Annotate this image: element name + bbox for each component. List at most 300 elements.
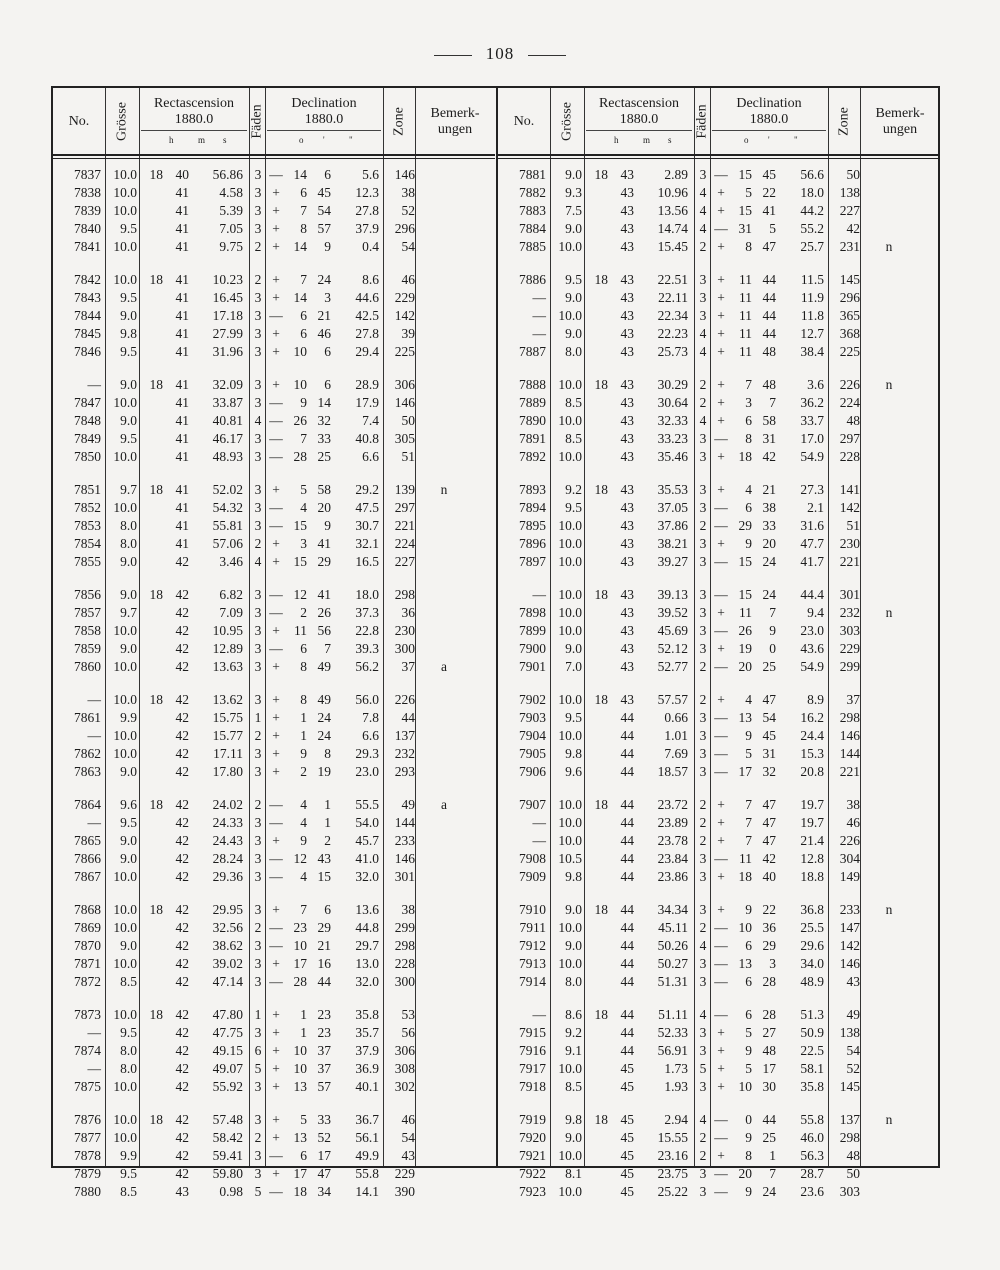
table-row [498, 394, 940, 412]
cell-ra-seconds: 4.58 [219, 185, 243, 200]
cell-decl-seconds: 35.8 [800, 1079, 824, 1094]
cell-decl-minutes: 24 [317, 710, 331, 725]
cell-decl-minutes: 21 [762, 482, 776, 497]
cell-ra-minutes: 44 [620, 902, 634, 917]
cell-ra-minutes: 44 [620, 851, 634, 866]
cell-zone: 301 [394, 869, 415, 884]
cell-threads: 3 [254, 851, 262, 866]
cell-magnitude: 9.2 [565, 482, 582, 497]
cell-ra-seconds: 2.94 [664, 1112, 688, 1127]
cell-magnitude: 9.0 [120, 851, 137, 866]
cell-ra-minutes: 41 [175, 449, 189, 464]
cell-threads: 3 [699, 746, 707, 761]
cell-threads: 3 [254, 395, 262, 410]
cell-decl-sign: + [717, 482, 725, 497]
cell-magnitude: 10.0 [558, 449, 582, 464]
cell-decl-degrees: 4 [300, 500, 307, 515]
cell-magnitude: 9.7 [120, 482, 137, 497]
cell-ra-hours: 18 [594, 902, 608, 917]
cell-no: 7905 [519, 746, 546, 761]
cell-decl-seconds: 29.2 [355, 482, 379, 497]
cell-decl-sign: + [717, 692, 725, 707]
cell-decl-degrees: 8 [300, 659, 307, 674]
cell-decl-seconds: 54.9 [800, 659, 824, 674]
cell-threads: 3 [699, 902, 707, 917]
cell-threads: 3 [254, 1079, 262, 1094]
cell-decl-degrees: 10 [738, 920, 752, 935]
cell-threads: 3 [254, 1025, 262, 1040]
table-row [498, 220, 940, 238]
cell-decl-seconds: 55.5 [355, 797, 379, 812]
cell-decl-degrees: 9 [300, 746, 307, 761]
cell-magnitude: 10.0 [113, 272, 137, 287]
cell-threads: 4 [699, 413, 707, 428]
cell-ra-minutes: 45 [620, 1166, 634, 1181]
cell-ra-seconds: 47.75 [212, 1025, 243, 1040]
cell-ra-seconds: 37.86 [657, 518, 688, 533]
cell-threads: 3 [254, 1148, 262, 1163]
cell-decl-sign: + [272, 746, 280, 761]
cell-ra-minutes: 41 [175, 272, 189, 287]
cell-decl-seconds: 45.7 [355, 833, 379, 848]
cell-zone: 365 [839, 308, 860, 323]
cell-threads: 2 [254, 728, 262, 743]
cell-zone: 227 [394, 554, 415, 569]
table-row [498, 1078, 940, 1096]
cell-zone: 38 [401, 185, 415, 200]
table-row [498, 901, 940, 919]
header-groesse: Grösse [114, 102, 130, 141]
cell-threads: 3 [254, 692, 262, 707]
cell-decl-degrees: 8 [745, 1148, 752, 1163]
cell-decl-sign: + [272, 1166, 280, 1181]
cell-decl-minutes: 41 [762, 203, 776, 218]
cell-decl-seconds: 23.0 [355, 764, 379, 779]
cell-decl-sign: + [272, 377, 280, 392]
cell-threads: 2 [699, 659, 707, 674]
cell-threads: 3 [699, 167, 707, 182]
cell-ra-seconds: 10.95 [212, 623, 243, 638]
cell-no: 7862 [74, 746, 101, 761]
cell-magnitude: 9.0 [565, 221, 582, 236]
cell-decl-minutes: 31 [762, 431, 776, 446]
table-row [53, 640, 495, 658]
table-row [53, 937, 495, 955]
table-row [498, 763, 940, 781]
cell-decl-seconds: 21.4 [800, 833, 824, 848]
cell-zone: 54 [401, 239, 415, 254]
cell-decl-degrees: 13 [738, 710, 752, 725]
cell-magnitude: 10.0 [113, 500, 137, 515]
cell-no: 7914 [519, 974, 546, 989]
cell-ra-seconds: 38.62 [212, 938, 243, 953]
cell-no: 7850 [74, 449, 101, 464]
cell-magnitude: 10.0 [558, 536, 582, 551]
cell-threads: 2 [699, 692, 707, 707]
cell-zone: 37 [846, 692, 860, 707]
cell-ra-seconds: 24.02 [212, 797, 243, 812]
cell-magnitude: 10.0 [558, 956, 582, 971]
cell-decl-minutes: 32 [317, 413, 331, 428]
cell-decl-degrees: 6 [745, 974, 752, 989]
cell-magnitude: 10.0 [113, 956, 137, 971]
cell-decl-sign: — [714, 1184, 728, 1199]
cell-ra-seconds: 59.80 [212, 1166, 243, 1181]
header-decl-unit: ' [323, 135, 325, 145]
header-decl-unit: o [744, 135, 749, 145]
cell-ra-seconds: 1.93 [664, 1079, 688, 1094]
cell-magnitude: 9.0 [565, 290, 582, 305]
table-row [53, 184, 495, 202]
cell-ra-seconds: 17.11 [213, 746, 243, 761]
cell-decl-minutes: 25 [762, 1130, 776, 1145]
cell-decl-degrees: 13 [293, 1130, 307, 1145]
table-row [53, 1165, 495, 1183]
cell-ra-seconds: 23.84 [657, 851, 688, 866]
cell-zone: 56 [401, 1025, 415, 1040]
cell-ra-seconds: 7.09 [219, 605, 243, 620]
cell-decl-seconds: 41.7 [800, 554, 824, 569]
cell-threads: 4 [254, 413, 262, 428]
cell-zone: 225 [839, 344, 860, 359]
cell-ra-minutes: 41 [175, 377, 189, 392]
cell-zone: 232 [839, 605, 860, 620]
cell-ra-minutes: 43 [175, 1184, 189, 1199]
cell-decl-degrees: 1 [300, 1007, 307, 1022]
cell-magnitude: 9.8 [565, 1112, 582, 1127]
cell-decl-minutes: 24 [762, 1184, 776, 1199]
table-row [498, 1111, 940, 1129]
cell-magnitude: 10.0 [558, 554, 582, 569]
cell-ra-minutes: 41 [175, 308, 189, 323]
header-ra-subrule [586, 130, 692, 131]
cell-zone: 306 [394, 1043, 415, 1058]
cell-decl-minutes: 44 [762, 326, 776, 341]
cell-threads: 3 [254, 746, 262, 761]
cell-no: 7918 [519, 1079, 546, 1094]
cell-zone: 306 [394, 377, 415, 392]
cell-ra-minutes: 42 [175, 692, 189, 707]
cell-ra-minutes: 43 [620, 272, 634, 287]
cell-magnitude: 9.8 [120, 326, 137, 341]
table-row [498, 1006, 940, 1024]
cell-zone: 141 [839, 482, 860, 497]
cell-ra-minutes: 43 [620, 413, 634, 428]
cell-ra-seconds: 30.64 [657, 395, 688, 410]
cell-magnitude: 10.0 [113, 623, 137, 638]
cell-no: 7911 [519, 920, 546, 935]
table-row [53, 553, 495, 571]
cell-ra-seconds: 33.87 [212, 395, 243, 410]
cell-magnitude: 10.0 [113, 902, 137, 917]
cell-threads: 3 [254, 938, 262, 953]
table-row [53, 1042, 495, 1060]
cell-decl-sign: — [269, 1184, 283, 1199]
cell-ra-minutes: 42 [175, 710, 189, 725]
cell-ra-minutes: 44 [620, 920, 634, 935]
table-row [53, 973, 495, 991]
header-ra-title: Rectascension [153, 96, 235, 111]
table-row [53, 919, 495, 937]
cell-decl-degrees: 2 [300, 605, 307, 620]
cell-magnitude: 9.5 [120, 431, 137, 446]
cell-remark: n [885, 239, 893, 254]
cell-ra-minutes: 42 [175, 869, 189, 884]
cell-zone: 224 [839, 395, 860, 410]
header-faeden: Fäden [249, 104, 265, 139]
cell-threads: 3 [254, 902, 262, 917]
cell-no: 7882 [519, 185, 546, 200]
cell-zone: 308 [394, 1061, 415, 1076]
cell-decl-degrees: 18 [738, 449, 752, 464]
cell-ra-seconds: 14.74 [657, 221, 688, 236]
cell-decl-sign: — [714, 554, 728, 569]
cell-decl-seconds: 16.5 [355, 554, 379, 569]
cell-decl-seconds: 36.7 [355, 1112, 379, 1127]
cell-magnitude: 8.5 [120, 1184, 137, 1199]
cell-threads: 3 [254, 956, 262, 971]
cell-magnitude: 10.0 [113, 185, 137, 200]
cell-decl-degrees: 9 [745, 728, 752, 743]
cell-ra-minutes: 42 [175, 1025, 189, 1040]
cell-zone: 303 [839, 623, 860, 638]
cell-no: 7909 [519, 869, 546, 884]
cell-decl-minutes: 28 [762, 974, 776, 989]
cell-zone: 46 [401, 1112, 415, 1127]
cell-threads: 3 [699, 587, 707, 602]
cell-magnitude: 10.0 [113, 1079, 137, 1094]
cell-threads: 2 [699, 377, 707, 392]
cell-zone: 228 [839, 449, 860, 464]
cell-decl-degrees: 17 [738, 764, 752, 779]
cell-decl-degrees: 8 [300, 221, 307, 236]
cell-magnitude: 10.0 [558, 587, 582, 602]
cell-no: 7894 [519, 500, 546, 515]
cell-no: 7854 [74, 536, 101, 551]
cell-magnitude: 10.0 [558, 239, 582, 254]
cell-zone: 301 [839, 587, 860, 602]
header-decl-title: Declination [291, 96, 357, 111]
table-row [53, 430, 495, 448]
cell-no: 7853 [74, 518, 101, 533]
cell-decl-seconds: 18.0 [800, 185, 824, 200]
cell-decl-sign: + [272, 1043, 280, 1058]
cell-decl-seconds: 27.3 [800, 482, 824, 497]
cell-decl-sign: + [272, 1130, 280, 1145]
cell-ra-seconds: 57.48 [212, 1112, 243, 1127]
cell-decl-sign: + [272, 1061, 280, 1076]
cell-decl-seconds: 50.9 [800, 1025, 824, 1040]
table-row [53, 763, 495, 781]
cell-decl-sign: + [717, 239, 725, 254]
cell-threads: 3 [699, 500, 707, 515]
cell-ra-minutes: 43 [620, 692, 634, 707]
cell-decl-minutes: 57 [317, 1079, 331, 1094]
cell-decl-minutes: 37 [317, 1061, 331, 1076]
cell-decl-sign: — [714, 431, 728, 446]
cell-decl-degrees: 28 [293, 449, 307, 464]
cell-threads: 3 [699, 710, 707, 725]
table-row [498, 832, 940, 850]
cell-no: 7851 [74, 482, 101, 497]
cell-ra-minutes: 44 [620, 728, 634, 743]
cell-decl-degrees: 7 [300, 431, 307, 446]
cell-decl-degrees: 13 [293, 1079, 307, 1094]
header-rule [498, 154, 940, 156]
page-number-dash-left [434, 55, 472, 56]
table-row [53, 955, 495, 973]
cell-magnitude: 9.0 [565, 1130, 582, 1145]
cell-ra-hours: 18 [594, 1112, 608, 1127]
cell-decl-degrees: 9 [745, 902, 752, 917]
cell-zone: 53 [401, 1007, 415, 1022]
cell-decl-degrees: 7 [300, 203, 307, 218]
cell-decl-degrees: 0 [745, 1112, 752, 1127]
cell-no: — [87, 1061, 101, 1076]
cell-magnitude: 7.0 [565, 659, 582, 674]
cell-remark: n [885, 902, 893, 917]
table-row [498, 535, 940, 553]
cell-magnitude: 10.0 [558, 413, 582, 428]
table-row [498, 289, 940, 307]
cell-magnitude: 9.9 [120, 710, 137, 725]
cell-threads: 3 [254, 623, 262, 638]
cell-ra-minutes: 45 [620, 1061, 634, 1076]
cell-threads: 5 [254, 1061, 262, 1076]
cell-no: 7893 [519, 482, 546, 497]
cell-decl-sign: — [269, 167, 283, 182]
cell-magnitude: 10.0 [113, 728, 137, 743]
cell-no: — [532, 587, 546, 602]
table-row [498, 691, 940, 709]
cell-ra-seconds: 23.89 [657, 815, 688, 830]
cell-no: — [532, 833, 546, 848]
cell-decl-degrees: 19 [738, 641, 752, 656]
cell-remark: n [885, 1112, 893, 1127]
table-row [498, 658, 940, 676]
cell-decl-seconds: 54.9 [800, 449, 824, 464]
cell-decl-degrees: 11 [739, 326, 752, 341]
header-groesse: Grösse [559, 102, 575, 141]
cell-decl-seconds: 11.8 [800, 308, 824, 323]
cell-decl-degrees: 20 [738, 659, 752, 674]
cell-threads: 3 [699, 1184, 707, 1199]
cell-threads: 3 [699, 956, 707, 971]
cell-decl-seconds: 20.8 [800, 764, 824, 779]
cell-ra-minutes: 43 [620, 641, 634, 656]
cell-ra-minutes: 43 [620, 344, 634, 359]
cell-decl-degrees: 10 [293, 377, 307, 392]
cell-decl-seconds: 17.0 [800, 431, 824, 446]
cell-decl-minutes: 26 [317, 605, 331, 620]
cell-decl-seconds: 28.9 [355, 377, 379, 392]
cell-decl-minutes: 48 [762, 377, 776, 392]
cell-decl-seconds: 44.4 [800, 587, 824, 602]
cell-decl-minutes: 48 [762, 1043, 776, 1058]
cell-decl-sign: — [714, 1130, 728, 1145]
cell-decl-degrees: 6 [300, 326, 307, 341]
table-row [498, 727, 940, 745]
cell-no: 7879 [74, 1166, 101, 1181]
cell-magnitude: 9.0 [120, 308, 137, 323]
table-row [53, 1183, 495, 1201]
cell-ra-seconds: 13.56 [657, 203, 688, 218]
cell-ra-seconds: 50.26 [657, 938, 688, 953]
cell-decl-sign: — [269, 797, 283, 812]
cell-decl-minutes: 44 [762, 1112, 776, 1127]
cell-threads: 4 [699, 1112, 707, 1127]
cell-magnitude: 8.0 [120, 1061, 137, 1076]
cell-decl-seconds: 33.7 [800, 413, 824, 428]
cell-no: — [532, 326, 546, 341]
cell-threads: 2 [254, 1130, 262, 1145]
cell-zone: 146 [839, 728, 860, 743]
cell-zone: 299 [394, 920, 415, 935]
cell-zone: 49 [846, 1007, 860, 1022]
cell-ra-minutes: 41 [175, 500, 189, 515]
cell-decl-minutes: 33 [317, 1112, 331, 1127]
cell-magnitude: 7.5 [565, 203, 582, 218]
cell-ra-minutes: 41 [175, 203, 189, 218]
cell-decl-sign: + [272, 536, 280, 551]
table-row [498, 1060, 940, 1078]
cell-threads: 3 [699, 641, 707, 656]
cell-zone: 221 [839, 764, 860, 779]
table-row [498, 517, 940, 535]
cell-decl-sign: — [714, 587, 728, 602]
cell-decl-degrees: 4 [745, 482, 752, 497]
cell-decl-degrees: 7 [745, 797, 752, 812]
cell-decl-sign: — [714, 167, 728, 182]
cell-magnitude: 9.5 [565, 500, 582, 515]
cell-decl-sign: + [717, 902, 725, 917]
cell-decl-minutes: 44 [762, 290, 776, 305]
cell-decl-degrees: 1 [300, 710, 307, 725]
cell-decl-sign: + [717, 605, 725, 620]
cell-magnitude: 9.0 [120, 938, 137, 953]
cell-ra-seconds: 7.69 [664, 746, 688, 761]
cell-decl-seconds: 47.5 [355, 500, 379, 515]
cell-decl-sign: + [272, 1112, 280, 1127]
table-row [53, 1111, 495, 1129]
cell-ra-minutes: 44 [620, 1025, 634, 1040]
cell-ra-minutes: 44 [620, 1043, 634, 1058]
cell-magnitude: 9.3 [565, 185, 582, 200]
cell-no: 7900 [519, 641, 546, 656]
table-row [53, 202, 495, 220]
table-row [498, 604, 940, 622]
cell-threads: 2 [699, 239, 707, 254]
cell-ra-minutes: 44 [620, 710, 634, 725]
cell-magnitude: 9.0 [565, 938, 582, 953]
table-row [498, 448, 940, 466]
cell-no: 7889 [519, 395, 546, 410]
table-row [53, 238, 495, 256]
cell-ra-seconds: 23.78 [657, 833, 688, 848]
cell-decl-seconds: 37.9 [355, 1043, 379, 1058]
cell-threads: 3 [699, 308, 707, 323]
cell-decl-sign: — [269, 431, 283, 446]
cell-decl-minutes: 7 [769, 395, 776, 410]
cell-decl-minutes: 45 [762, 728, 776, 743]
cell-decl-sign: — [269, 938, 283, 953]
cell-no: 7857 [74, 605, 101, 620]
cell-ra-seconds: 6.82 [219, 587, 243, 602]
cell-zone: 43 [846, 974, 860, 989]
cell-no: 7841 [74, 239, 101, 254]
cell-ra-minutes: 43 [620, 518, 634, 533]
cell-decl-sign: — [714, 659, 728, 674]
